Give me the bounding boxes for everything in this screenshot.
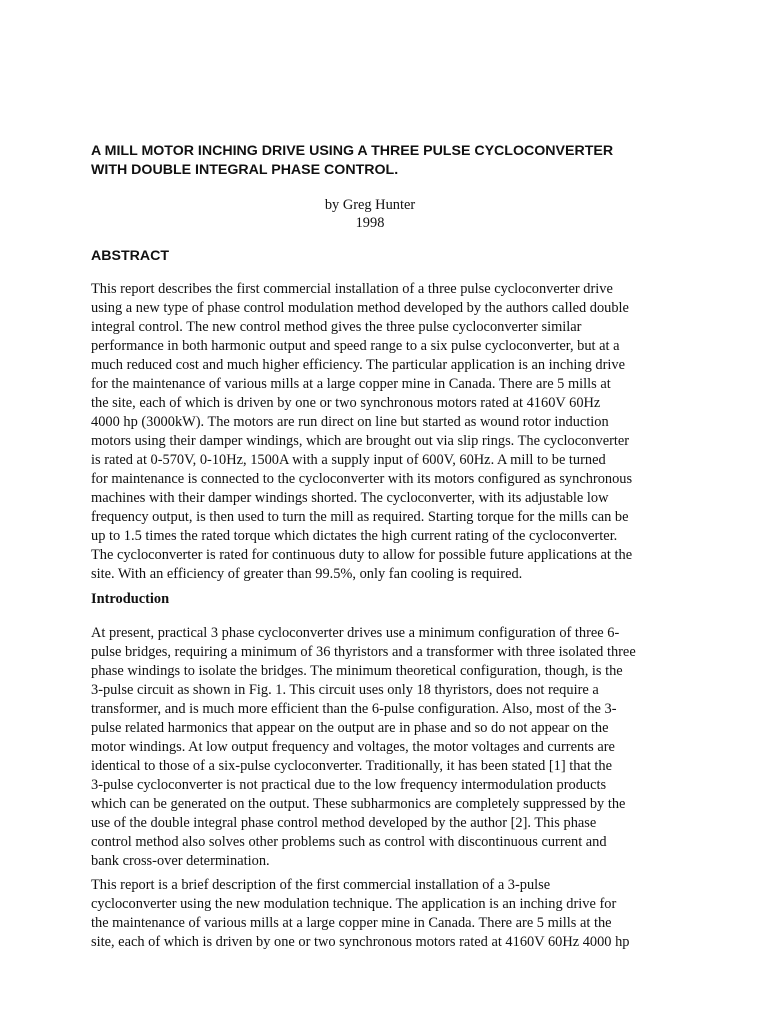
- introduction-paragraph-1: At present, practical 3 phase cycloconverter drives use a minimum configuration of three 6- pulse bridges, requiring a minimum of 36 thyristors and a transformer with three isolated three phase windings to isolate the bridges. The minimum theoretical configuration, though, is the 3-pulse circuit as shown in Fig. 1. This circuit uses only 18 thyristors, does not require a transformer, and is much more efficient than the 6-pulse configuration. Also, most of the 3- pulse related harmonics that appear on the output are in phase and so do not appear on the motor windings. At low output frequency and voltages, the motor voltages and currents are identical to those of a six-pulse cycloconverter. Traditionally, it has been stated [1] that the 3-pulse cycloconverter is not practical due to the low frequency intermodulation products which can be generated on the output. These subharmonics are completely suppressed by the use of the double integral phase control method developed by the author [2]. This phase control method also solves other problems such as control with discontinuous current and bank cross-over determination.: [91, 625, 636, 869]
- author-line: by Greg Hunter: [324, 197, 416, 213]
- year-line: 1998: [355, 215, 385, 231]
- paper-title: A MILL MOTOR INCHING DRIVE USING A THREE PULSE CYCLOCONVERTER WITH DOUBLE INTEGRAL PHASE CONTROL.: [91, 143, 614, 178]
- introduction-heading: Introduction: [91, 591, 170, 607]
- byline: [270, 196, 470, 232]
- introduction-paragraph-2: This report is a brief description of the first commercial installation of a 3-pulse cycloconverter using the new modulation technique. The application is an inching drive for the maintenance of various mills at a large copper mine in Canada. There are 5 mills at the site, each of which is driven by one or two synchronous motors rated at 4160V 60Hz 4000 hp: [91, 877, 630, 950]
- abstract-heading: ABSTRACT: [91, 248, 170, 264]
- abstract-paragraph: This report describes the first commercial installation of a three pulse cycloconverter drive using a new type of phase control modulation method developed by the authors called double integral control. The new control method gives the three pulse cycloconverter similar performance in both harmonic output and speed range to a six pulse cycloconverter, but at a much reduced cost and much higher efficiency. The particular application is an inching drive for the maintenance of various mills at a large copper mine in Canada. There are 5 mills at the site, each of which is driven by one or two synchronous motors rated at 4160V 60Hz 4000 hp (3000kW). The motors are run direct on line but started as wound rotor induction motors using their damper windings, which are brought out via slip rings. The cycloconverter is rated at 0-570V, 0-10Hz, 1500A with a supply input of 600V, 60Hz. A mill to be turned for maintenance is connected to the cycloconverter with its motors configured as synchronous machines with their damper windings shorted. The cycloconverter, with its adjustable low frequency output, is then used to turn the mill as required. Starting torque for the mills can be up to 1.5 times the rated torque which dictates the high current rating of the cycloconverter. The cycloconverter is rated for continuous duty to allow for possible future applications at the site. With an efficiency of greater than 99.5%, only fan cooling is required.: [91, 281, 633, 582]
